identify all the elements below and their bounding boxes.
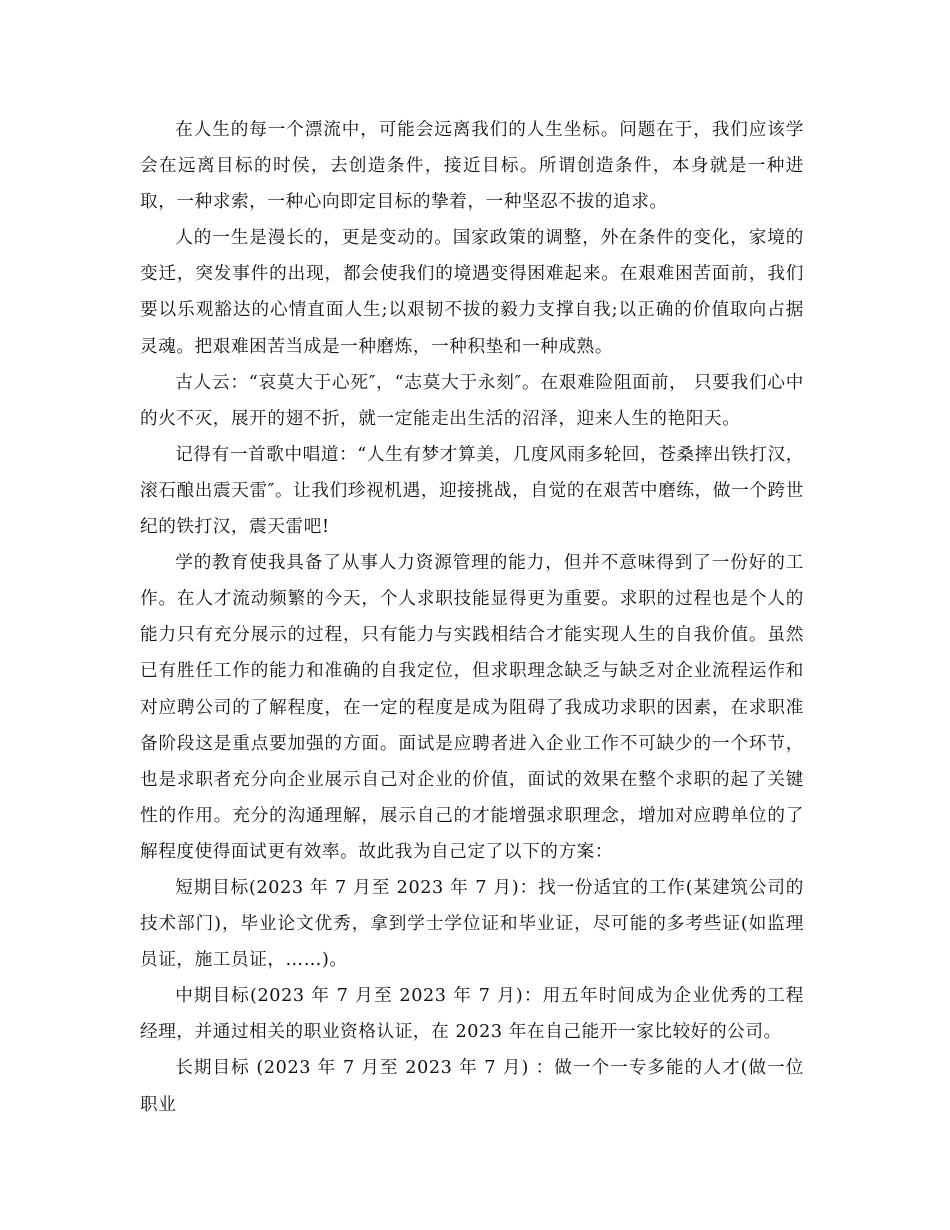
paragraph-song-lyrics: 记得有一首歌中唱道：“人生有梦才算美，几度风雨多轮回，苍桑摔出铁打汉，滚石酿出震天雷″。让我们珍视机遇，迎接挑战，自觉的在艰苦中磨练，做一个跨世纪的铁打汉，震天雷吧! [140, 444, 804, 538]
paragraph-hardship: 人的一生是漫长的，更是变动的。国家政策的调整，外在条件的变化，家境的变迁，突发事件的出现，都会使我们的境遇变得困难起来。在艰难困苦面前，我们要以乐观豁达的心情直面人生;以艰韧不拔的毅力支撑自我;以正确的价值取向占据灵魂。把艰难困苦当成是一种磨炼，一种积垫和一种成熟。 [140, 228, 804, 357]
paragraph-job-seeking: 学的教育使我具备了从事人力资源管理的能力，但并不意味得到了一份好的工作。在人才流动频繁的今天，个人求职技能显得更为重要。求职的过程也是个人的能力只有充分展示的过程，只有能力与实践相结合才能实现人生的自我价值。虽然已有胜任工作的能力和准确的自我定位，但求职理念缺乏与缺乏对企业流程运作和对应聘公司的了解程度，在一定的程度是成为阻碍了我成功求职的因素，在求职准备阶段这是重点要加强的方面。面试是应聘者进入企业工作不可缺少的一个环节，也是求职者充分向企业展示自己对企业的价值，面试的效果在整个求职的起了关键性的作用。充分的沟通理解，展示自己的才能增强求职理念，增加对应聘单位的了解程度使得面试更有效率。故此我为自己定了以下的方案： [140, 553, 804, 862]
paragraph-mid-term-goal: 中期目标(2023 年 7 月至 2023 年 7 月)：用五年时间成为企业优秀的工程经理，并通过相关的职业资格认证，在 2023 年在自己能开一家比较好的公司。 [140, 986, 804, 1043]
paragraph-long-term-goal: 长期目标 (2023 年 7 月至 2023 年 7 月) ：做一个一专多能的人才(做一位职业 [140, 1058, 804, 1115]
document-body [140, 112, 804, 1123]
paragraph-ancient-saying: 古人云：“哀莫大于心死″，“志莫大于永刻″。在艰难险阻面前， 只要我们心中的火不灭，展开的翅不折，就一定能走出生活的沼泽，迎来人生的艳阳天。 [140, 372, 804, 429]
paragraph-life-coordinates: 在人生的每一个漂流中，可能会远离我们的人生坐标。问题在于，我们应该学会在远离目标的时侯，去创造条件，接近目标。所谓创造条件，本身就是一种进取，一种求索，一种心向即定目标的挚着，一种坚忍不拔的追求。 [140, 120, 804, 213]
paragraph-short-term-goal: 短期目标(2023 年 7 月至 2023 年 7 月)：找一份适宜的工作(某建筑公司的技术部门)，毕业论文优秀，拿到学士学位证和毕业证，尽可能的多考些证(如监理员证，施工员证，……)。 [140, 877, 804, 971]
